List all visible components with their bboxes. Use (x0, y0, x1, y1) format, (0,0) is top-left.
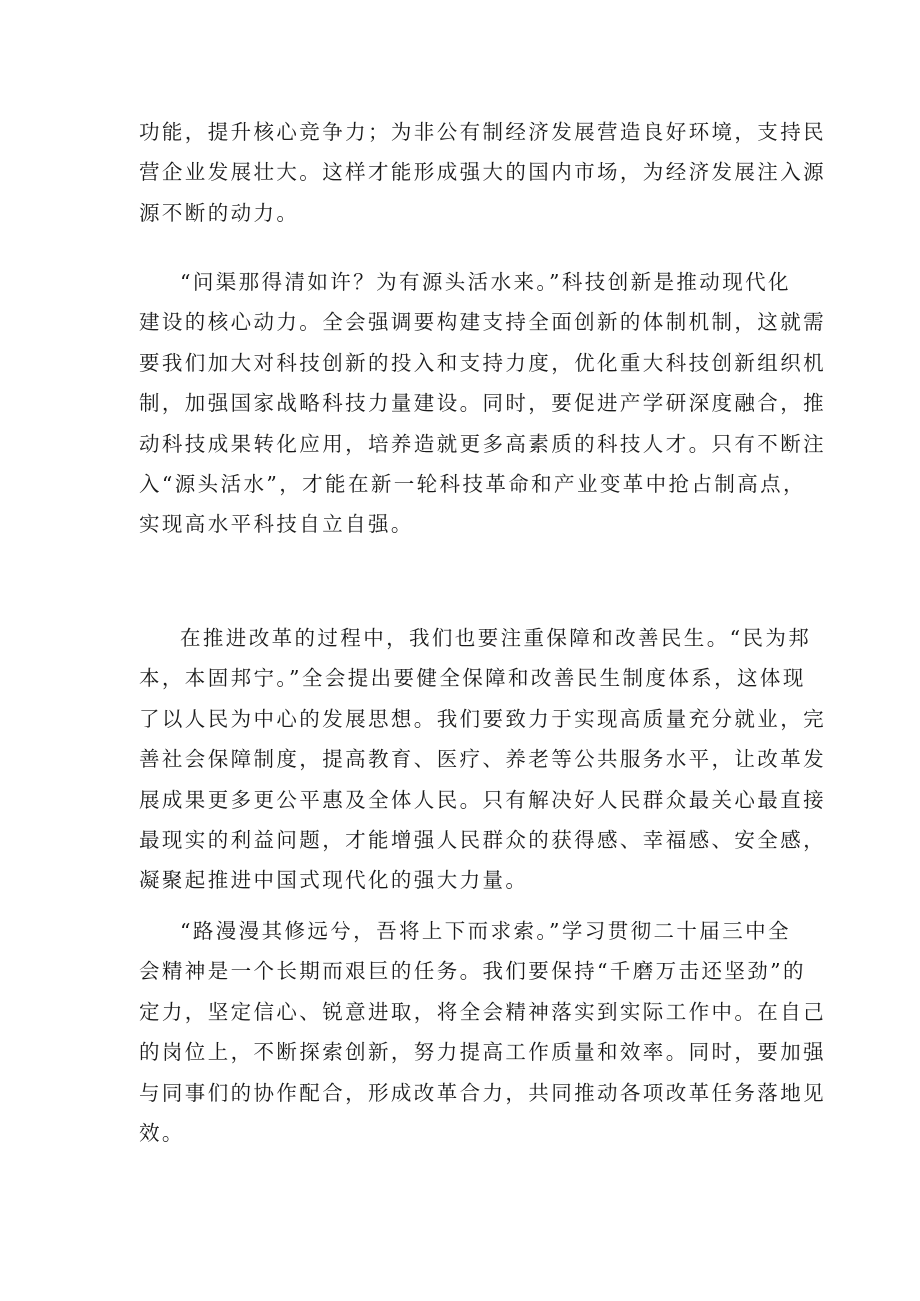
text-line: 与同事们的协作配合，形成改革合力，共同推动各项改革任务落地见 (139, 1080, 826, 1105)
text-line: 入“源头活水”，才能在新一轮科技革命和产业变革中抢占制高点， (139, 472, 806, 497)
text-line: 效。 (139, 1121, 185, 1146)
paragraph-4 (139, 911, 826, 1153)
text-line: 定力，坚定信心、锐意进取，将全会精神落实到实际工作中。在自己 (139, 999, 826, 1024)
text-line: 善社会保障制度，提高教育、医疗、养老等公共服务水平，让改革发 (139, 747, 826, 772)
text-line: 营企业发展壮大。这样才能形成强大的国内市场，为经济发展注入源 (139, 160, 826, 185)
text-line: 源不断的动力。 (139, 200, 300, 225)
paragraph-1 (139, 112, 826, 233)
text-line: 最现实的利益问题，才能增强人民群众的获得感、幸福感、安全感， (139, 828, 826, 853)
text-line: 实现高水平科技自立自强。 (139, 512, 414, 537)
text-line: 展成果更多更公平惠及全体人民。只有解决好人民群众最关心最直接 (139, 787, 826, 812)
text-line: 的岗位上，不断探索创新，努力提高工作质量和效率。同时，要加强 (139, 1040, 826, 1065)
text-line: “路漫漫其修远兮，吾将上下而求索。”学习贯彻二十届三中全 (180, 919, 791, 943)
text-line: 建设的核心动力。全会强调要构建支持全面创新的体制机制，这就需 (139, 310, 826, 335)
text-line: 制，加强国家战略科技力量建设。同时，要促进产学研深度融合，推 (139, 391, 826, 416)
paragraph-3 (139, 618, 826, 901)
text-line: 功能，提升核心竞争力；为非公有制经济发展营造良好环境，支持民 (139, 120, 826, 144)
text-line: 会精神是一个长期而艰巨的任务。我们要保持“千磨万击还坚劲”的 (139, 959, 806, 984)
text-line: 要我们加大对科技创新的投入和支持力度，优化重大科技创新组织机 (139, 350, 826, 375)
text-line: 动科技成果转化应用，培养造就更多高素质的科技人才。只有不断注 (139, 431, 826, 456)
text-line: 凝聚起推进中国式现代化的强大力量。 (139, 868, 529, 893)
text-line: 了以人民为中心的发展思想。我们要致力于实现高质量充分就业，完 (139, 706, 826, 731)
text-line: 本，本固邦宁。”全会提出要健全保障和改善民生制度体系，这体现 (139, 666, 806, 691)
text-line: 在推进改革的过程中，我们也要注重保障和改善民生。“民为邦 (180, 626, 812, 650)
paragraph-2 (139, 262, 826, 545)
text-line: “问渠那得清如许？为有源头活水来。”科技创新是推动现代化 (180, 270, 791, 294)
